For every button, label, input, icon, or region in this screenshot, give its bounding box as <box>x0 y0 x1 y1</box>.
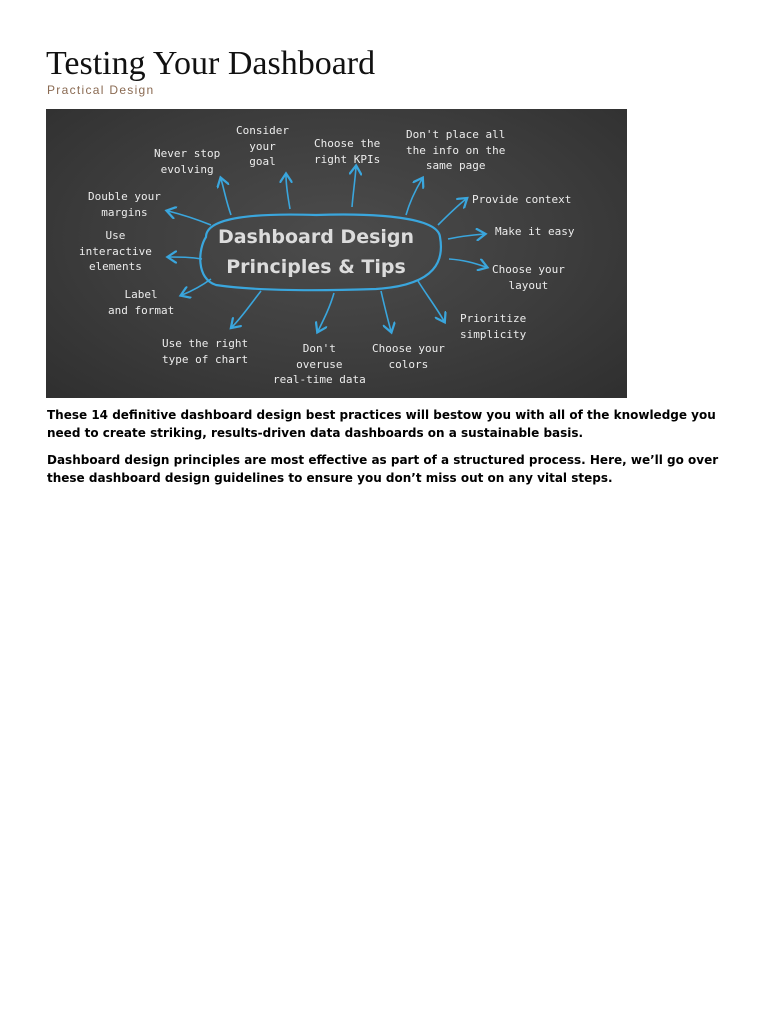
tip-use-interactive-elements: Use interactive elements <box>79 229 152 273</box>
tip-never-stop-evolving: Never stop evolving <box>154 147 221 176</box>
tip-label-and-format: Label and format <box>108 288 175 317</box>
tip-consider-your-goal: Consider your goal <box>236 124 289 168</box>
mindmap-center-label: Dashboard Design Principles & Tips <box>217 226 415 278</box>
page-subtitle: Practical Design <box>47 83 155 97</box>
tip-choose-right-kpis: Choose the right KPIs <box>314 137 381 166</box>
intro-paragraph: These 14 definitive dashboard design best practices will bestow you with all of the knowledge you need to create striking, results-driven data dashboards on a sustainable basis. <box>47 408 716 440</box>
tip-double-your-margins: Double your margins <box>88 190 161 219</box>
tip-dont-overuse-real-time-data: Don't overuse real-time data <box>273 342 366 386</box>
tip-choose-your-layout: Choose your layout <box>492 263 565 292</box>
tip-dont-place-all-info: Don't place all the info on the same page <box>406 128 506 172</box>
tip-prioritize-simplicity: Prioritize simplicity <box>460 312 527 341</box>
tip-choose-your-colors: Choose your colors <box>372 342 445 371</box>
process-paragraph: Dashboard design principles are most effective as part of a structured process. Here, we’ll go over these dashboard design guidelines to ensure you don’t miss out on any vital steps. <box>47 453 719 485</box>
dashboard-principles-image <box>46 109 627 398</box>
tip-make-it-easy: Make it easy <box>495 225 575 238</box>
tip-provide-context: Provide context <box>472 193 572 206</box>
tip-use-right-chart: Use the right type of chart <box>162 337 249 366</box>
page-title: Testing Your Dashboard <box>46 45 376 82</box>
